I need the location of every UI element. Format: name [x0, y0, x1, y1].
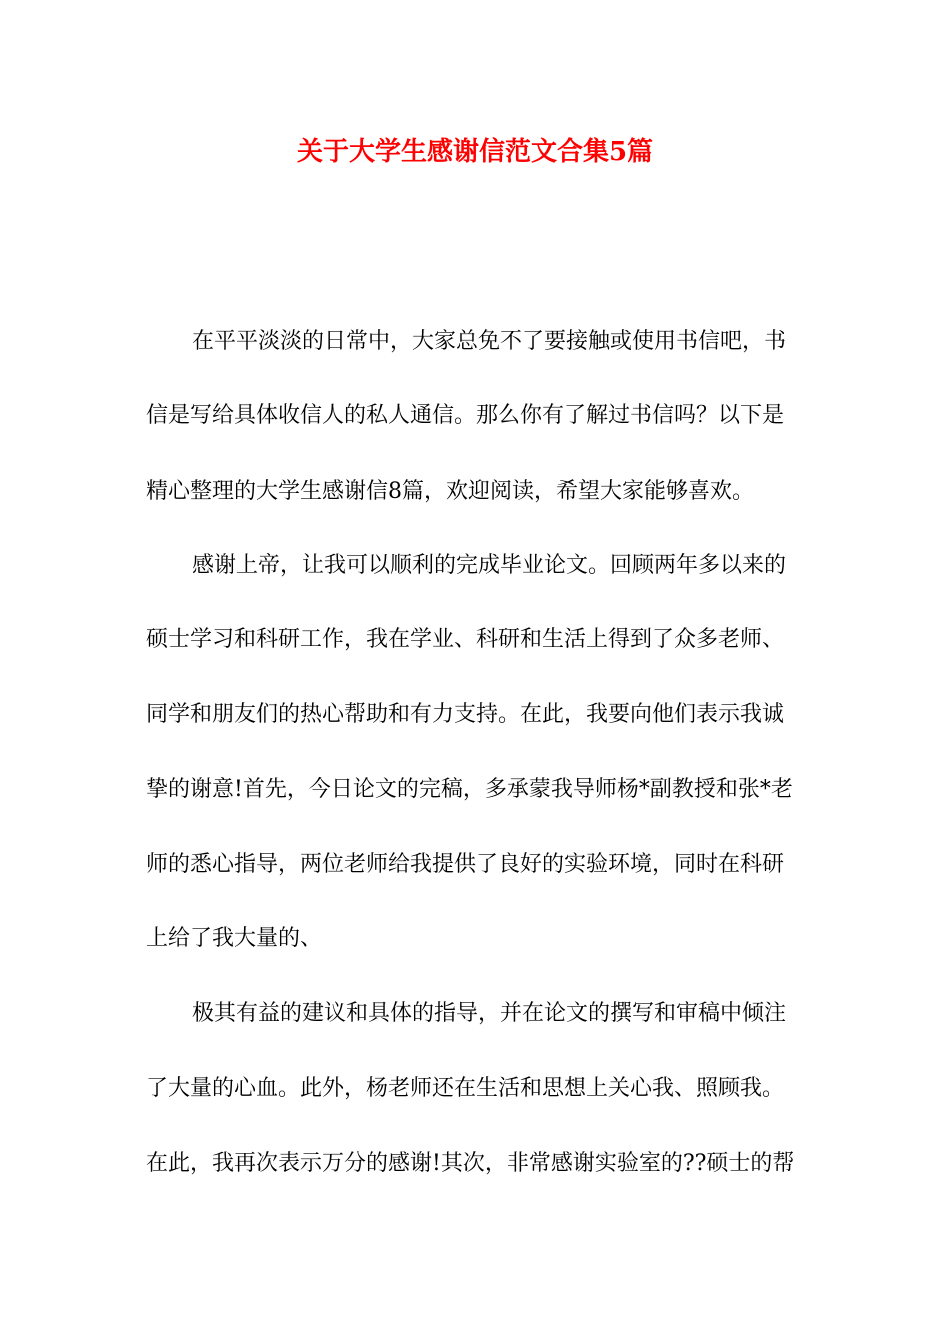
paragraph-line: 精心整理的大学生感谢信8篇，欢迎阅读，希望大家能够喜欢。 [146, 479, 754, 504]
paragraph-line: 师的悉心指导，两位老师给我提供了良好的实验环境，同时在科研 [146, 852, 785, 877]
paragraph-line: 硕士学习和科研工作，我在学业、科研和生活上得到了众多老师、 [146, 627, 785, 652]
paragraph-line: 同学和朋友们的热心帮助和有力支持。在此，我要向他们表示我诚 [146, 702, 785, 727]
paragraph-line: 挚的谢意!首先，今日论文的完稿，多承蒙我导师杨*副教授和张*老 [146, 777, 793, 802]
paragraph-line: 感谢上帝，让我可以顺利的完成毕业论文。回顾两年多以来的 [192, 553, 787, 578]
paragraph-line: 上给了我大量的、 [146, 926, 323, 951]
paragraph-line: 在平平淡淡的日常中，大家总免不了要接触或使用书信吧，书 [192, 329, 787, 354]
paragraph-line: 信是写给具体收信人的私人通信。那么你有了解过书信吗？以下是 [146, 403, 785, 428]
paragraph-line: 了大量的心血。此外，杨老师还在生活和思想上关心我、照顾我。 [146, 1076, 785, 1101]
paragraph-line: 在此，我再次表示万分的感谢!其次，非常感谢实验室的??硕士的帮 [146, 1151, 795, 1176]
document-title: 关于大学生感谢信范文合集5篇 [296, 137, 654, 167]
paragraph-line: 极其有益的建议和具体的指导，并在论文的撰写和审稿中倾注 [192, 1001, 787, 1026]
